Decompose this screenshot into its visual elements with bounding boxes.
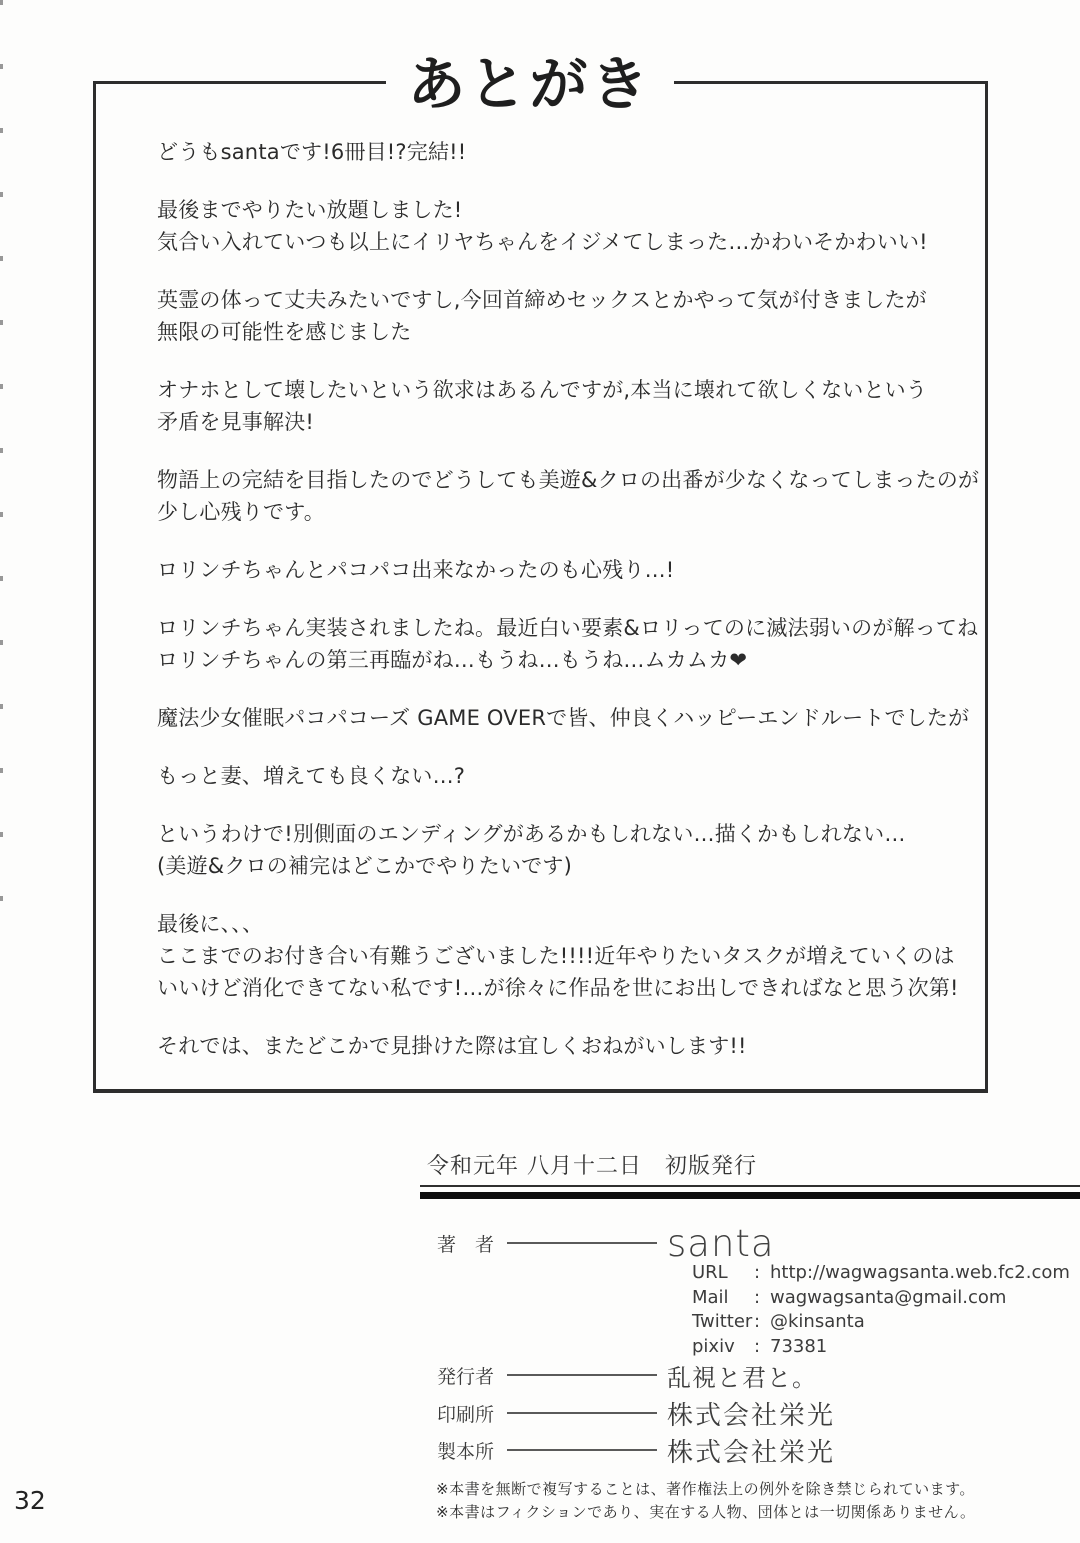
afterword-line: 魔法少女催眠パコパコーズ GAME OVERで皆、仲良くハッピーエンドルートでしたが: [157, 706, 970, 730]
author-row: [437, 1220, 775, 1266]
legal-note-line: ※本書はフィクションであり、実在する人物、団体とは一切関係ありません。: [436, 1503, 976, 1521]
author-label: 著 者: [437, 1233, 495, 1256]
publisher-label: 発行者: [437, 1365, 495, 1388]
page-title: あとがき: [385, 39, 673, 129]
contact-value: 73381: [770, 1335, 828, 1357]
afterword-line: どうもsantaです!6冊目!?完結!!: [157, 140, 467, 164]
contact-label: Twitter: [692, 1311, 753, 1332]
leader-line: [507, 1412, 657, 1414]
afterword-line: もっと妻、増えても良くない…?: [157, 764, 466, 788]
afterword-line: いいけど消化できてない私です!…が徐々に作品を世にお出しできればなと思う次第!: [157, 976, 959, 1000]
publisher-row: [437, 1361, 817, 1392]
contact-label: URL: [692, 1262, 728, 1283]
afterword-line: ここまでのお付き合い有難うございました!!!!近年やりたいタスクが増えていくのは: [157, 944, 955, 968]
afterword-paragraph: [157, 702, 970, 734]
afterword-line: それでは、またどこかで見掛けた際は宜しくおねがいします!!: [157, 1034, 747, 1058]
afterword-line: 無限の可能性を感じました: [157, 320, 412, 344]
binder-name: 株式会社栄光: [667, 1437, 836, 1468]
author-contacts: [692, 1261, 1070, 1359]
leader-line: [507, 1242, 657, 1244]
afterword-paragraph: [157, 464, 980, 528]
afterword-line: 英霊の体って丈夫みたいですし,今回首締めセックスとかやって気が付きましたが: [157, 288, 927, 312]
contact-value: http://wagwagsanta.web.fc2.com: [770, 1262, 1070, 1283]
afterword-paragraph: [157, 818, 967, 882]
afterword-line: というわけで!別側面のエンディングがあるかもしれない…描くかもしれない…: [157, 822, 906, 846]
contact-row-twitter: [692, 1310, 1070, 1335]
printer-name: 株式会社栄光: [667, 1400, 836, 1431]
publisher-name: 乱視と君と。: [667, 1363, 817, 1392]
afterword-box: [93, 50, 988, 1093]
binder-label: 製本所: [437, 1440, 495, 1463]
printer-row: [437, 1399, 836, 1431]
afterword-paragraph: [157, 760, 967, 792]
divider-rule-thick: [420, 1192, 1080, 1199]
printer-label: 印刷所: [437, 1403, 495, 1426]
afterword-line: 気合い入れていつも以上にイリヤちゃんをイジメてしまった…かわいそかわいい!: [157, 230, 928, 254]
afterword-line: 矛盾を見事解決!: [157, 410, 315, 434]
leader-line: [507, 1374, 657, 1376]
contact-label: pixiv: [692, 1335, 735, 1357]
contact-row-mail: [692, 1286, 1070, 1311]
afterword-line: ロリンチちゃんの第三再臨がね…もうね…もうね…ムカムカ❤: [157, 648, 748, 672]
contact-value: @kinsanta: [770, 1311, 865, 1332]
afterword-body: [96, 84, 985, 1062]
contact-separator: :: [754, 1335, 761, 1357]
divider-rule-thin: [420, 1185, 1080, 1187]
contact-separator: :: [754, 1286, 761, 1308]
contact-separator: :: [754, 1262, 761, 1283]
afterword-line: 少し心残りです。: [157, 500, 325, 524]
legal-notes: [436, 1478, 975, 1524]
afterword-line: オナホとして壊したいという欲求はあるんですが,本当に壊れて欲しくないという: [157, 378, 928, 402]
afterword-paragraph: [157, 374, 967, 438]
afterword-paragraph: [157, 136, 967, 168]
edition-date: 令和元年 八月十二日 初版発行: [427, 1154, 757, 1179]
afterword-paragraph: [157, 554, 967, 586]
afterword-line: 最後に、、、: [157, 912, 264, 936]
scan-artifact: [0, 0, 3, 930]
afterword-line: ロリンチちゃんとパコパコ出来なかったのも心残り…!: [157, 558, 675, 582]
afterword-paragraph: [157, 194, 967, 258]
contact-label: Mail: [692, 1286, 729, 1308]
afterword-paragraph: [157, 1030, 967, 1062]
contact-row-pixiv: [692, 1335, 1070, 1360]
afterword-line: (美遊&クロの補完はどこかでやりたいです): [157, 854, 572, 878]
legal-note-line: ※本書を無断で複写することは、著作権法上の例外を除き禁じられています。: [436, 1480, 975, 1498]
afterword-paragraph: [157, 612, 979, 676]
afterword-line: 最後までやりたい放題しました!: [157, 198, 463, 222]
afterword-paragraph: [157, 908, 967, 1004]
leader-line: [507, 1449, 657, 1451]
author-name: santa: [667, 1221, 775, 1265]
page-number: 32: [14, 1486, 46, 1515]
contact-separator: :: [754, 1311, 761, 1332]
contact-row-url: [692, 1261, 1070, 1286]
afterword-line: 物語上の完結を目指したのでどうしても美遊&クロの出番が少なくなってしまったのが: [157, 468, 980, 492]
binder-row: [437, 1436, 836, 1468]
afterword-line: ロリンチちゃん実装されましたね。最近白い要素&ロリってのに滅法弱いのが解ってね: [157, 616, 979, 640]
afterword-paragraph: [157, 284, 967, 348]
contact-value: wagwagsanta@gmail.com: [770, 1286, 1007, 1308]
